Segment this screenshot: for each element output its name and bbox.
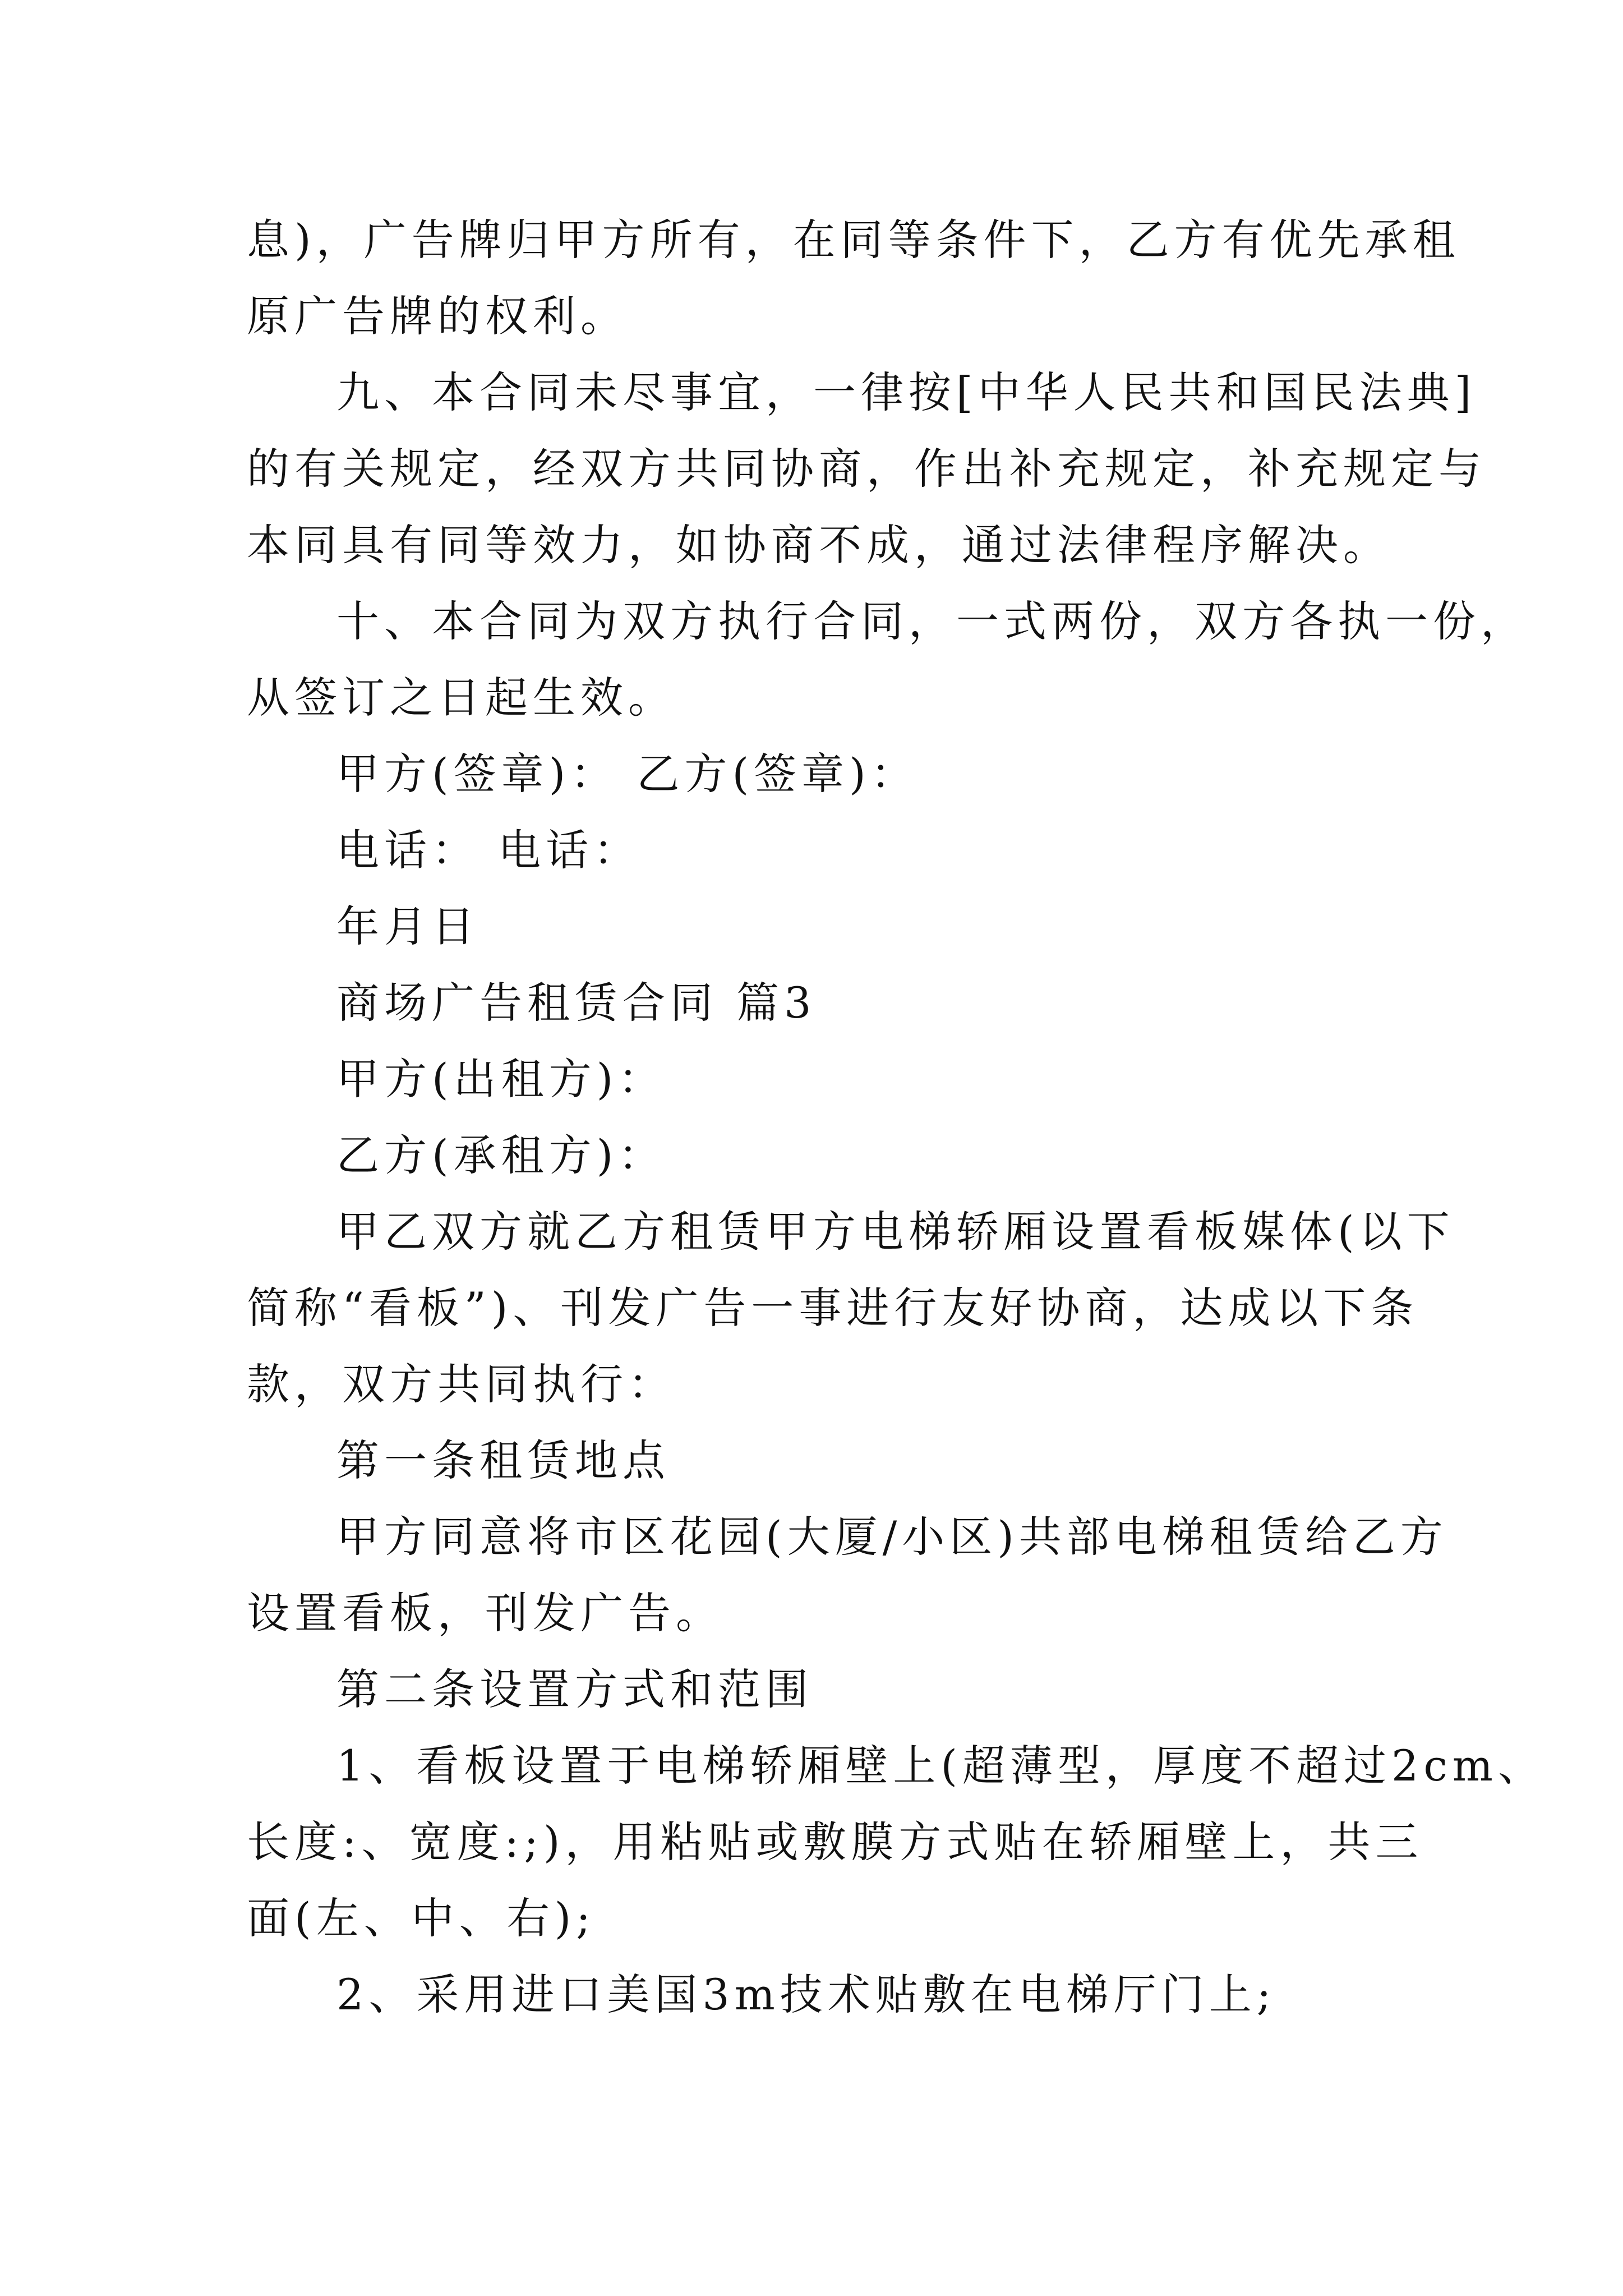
text-line: 长度:、宽度:;)，用粘贴或敷膜方式贴在轿厢壁上，共三 bbox=[247, 1817, 1423, 1867]
article-one-heading: 第一条租赁地点 bbox=[336, 1435, 670, 1485]
text-line: 息)，广告牌归甲方所有，在同等条件下，乙方有优先承租 bbox=[247, 215, 1460, 265]
document-body bbox=[247, 202, 1546, 2033]
date-line: 年月日 bbox=[336, 901, 479, 951]
text-line: 的有关规定，经双方共同协商，作出补充规定，补充规定与 bbox=[247, 444, 1486, 494]
text-line: 款，双方共同执行： bbox=[247, 1359, 676, 1409]
party-a-line: 甲方(出租方)： bbox=[336, 1054, 666, 1104]
text-line: 原广告牌的权利。 bbox=[247, 291, 628, 341]
intro-paragraph-line: 甲乙双方就乙方租赁甲方电梯轿厢设置看板媒体(以下 bbox=[336, 1207, 1455, 1257]
clause-ten-heading-line: 十、本合同为双方执行合同，一式两份，双方各执一份， bbox=[336, 596, 1528, 646]
clause-nine-heading-line: 九、本合同未尽事宜，一律按[中华人民共和国民法典] bbox=[336, 367, 1477, 417]
text-line: 设置看板，刊发广告。 bbox=[247, 1588, 723, 1638]
article-one-paragraph-line: 甲方同意将市区花园(大厦/小区)共部电梯租赁给乙方 bbox=[336, 1512, 1448, 1562]
text-line: 从签订之日起生效。 bbox=[247, 673, 676, 723]
item-two-line: 2、采用进口美国3m技术贴敷在电梯厅门上; bbox=[336, 1970, 1276, 2019]
article-two-heading: 第二条设置方式和范围 bbox=[336, 1664, 813, 1714]
party-b-line: 乙方(承租方)： bbox=[336, 1130, 666, 1180]
section-title: 商场广告租赁合同 篇3 bbox=[336, 978, 817, 1028]
text-line: 本同具有同等效力，如协商不成，通过法律程序解决。 bbox=[247, 520, 1391, 570]
phone-line: 电话： 电话： bbox=[336, 825, 642, 875]
text-line: 面(左、中、右); bbox=[247, 1893, 596, 1943]
text-line: 简称“看板”)、刊发广告一事进行友好协商，达成以下条 bbox=[247, 1283, 1419, 1333]
item-one-line: 1、看板设置于电梯轿厢壁上(超薄型，厚度不超过2cm、 bbox=[336, 1741, 1546, 1791]
signature-line: 甲方(签章)： 乙方(签章)： bbox=[336, 749, 919, 799]
